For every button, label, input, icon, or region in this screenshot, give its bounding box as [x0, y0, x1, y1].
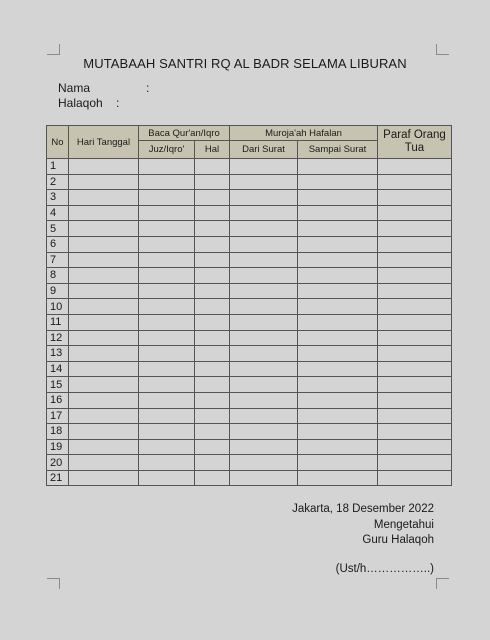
juz-iqro-cell[interactable] — [139, 346, 195, 362]
dari-surat-cell[interactable] — [230, 252, 298, 268]
table-row — [47, 424, 452, 440]
paraf-cell[interactable] — [378, 392, 452, 408]
juz-iqro-cell[interactable] — [139, 455, 195, 471]
hal-cell[interactable] — [195, 346, 230, 362]
table-row — [47, 377, 452, 393]
table-row — [47, 205, 452, 221]
dari-surat-cell[interactable] — [230, 299, 298, 315]
hal-cell[interactable] — [195, 221, 230, 237]
page-corner-mark-top-left — [47, 44, 60, 55]
table-row — [47, 408, 452, 424]
table-row — [47, 221, 452, 237]
table-row — [47, 330, 452, 346]
paraf-cell[interactable] — [378, 424, 452, 440]
juz-iqro-cell[interactable] — [139, 330, 195, 346]
table-row — [47, 299, 452, 315]
juz-iqro-cell[interactable] — [139, 314, 195, 330]
table-row — [47, 268, 452, 284]
paraf-cell[interactable] — [378, 221, 452, 237]
row-number: 18 — [47, 424, 69, 440]
signature-place-date: Jakarta, 18 Desember 2022 — [292, 503, 434, 515]
paraf-cell[interactable] — [378, 439, 452, 455]
row-number: 1 — [47, 159, 69, 175]
page-corner-mark-bottom-left — [47, 578, 60, 589]
document-title: MUTABAAH SANTRI RQ AL BADR SELAMA LIBURAN — [83, 56, 407, 71]
sampai-surat-cell[interactable] — [298, 283, 378, 299]
juz-iqro-cell[interactable] — [139, 377, 195, 393]
row-number: 17 — [47, 408, 69, 424]
page-corner-mark-top-right — [436, 44, 449, 55]
sampai-surat-cell[interactable] — [298, 299, 378, 315]
sampai-surat-cell[interactable] — [298, 205, 378, 221]
dari-surat-cell[interactable] — [230, 455, 298, 471]
header-hari-tanggal: Hari Tanggal — [69, 126, 139, 159]
hari-tanggal-cell[interactable] — [69, 174, 139, 190]
hal-cell[interactable] — [195, 314, 230, 330]
hari-tanggal-cell[interactable] — [69, 190, 139, 206]
dari-surat-cell[interactable] — [230, 268, 298, 284]
row-number: 2 — [47, 174, 69, 190]
header-paraf-orang-tua: Paraf Orang Tua — [378, 126, 452, 159]
paraf-cell[interactable] — [378, 455, 452, 471]
juz-iqro-cell[interactable] — [139, 205, 195, 221]
sampai-surat-cell[interactable] — [298, 174, 378, 190]
hal-cell[interactable] — [195, 361, 230, 377]
signature-role: Guru Halaqoh — [362, 534, 434, 546]
juz-iqro-cell[interactable] — [139, 361, 195, 377]
juz-iqro-cell[interactable] — [139, 408, 195, 424]
sampai-surat-cell[interactable] — [298, 361, 378, 377]
dari-surat-cell[interactable] — [230, 346, 298, 362]
nama-colon: : — [146, 81, 150, 95]
sampai-surat-cell[interactable] — [298, 346, 378, 362]
juz-iqro-cell[interactable] — [139, 174, 195, 190]
hari-tanggal-cell[interactable] — [69, 361, 139, 377]
paraf-cell[interactable] — [378, 252, 452, 268]
paraf-cell[interactable] — [378, 236, 452, 252]
table-row — [47, 174, 452, 190]
table-row — [47, 346, 452, 362]
sampai-surat-cell[interactable] — [298, 190, 378, 206]
halaqoh-field — [58, 96, 120, 110]
sampai-surat-cell[interactable] — [298, 377, 378, 393]
header-sampai-surat: Sampai Surat — [298, 141, 378, 159]
row-number: 13 — [47, 346, 69, 362]
hari-tanggal-cell[interactable] — [69, 455, 139, 471]
hal-cell[interactable] — [195, 174, 230, 190]
hal-cell[interactable] — [195, 252, 230, 268]
halaqoh-colon: : — [116, 96, 120, 110]
hal-cell[interactable] — [195, 159, 230, 175]
paraf-cell[interactable] — [378, 283, 452, 299]
row-number: 3 — [47, 190, 69, 206]
row-number: 19 — [47, 439, 69, 455]
hal-cell[interactable] — [195, 470, 230, 486]
row-number: 8 — [47, 268, 69, 284]
hal-cell[interactable] — [195, 439, 230, 455]
header-baca-quran: Baca Qur'an/Iqro — [139, 126, 230, 141]
row-number: 9 — [47, 283, 69, 299]
dari-surat-cell[interactable] — [230, 424, 298, 440]
dari-surat-cell[interactable] — [230, 439, 298, 455]
paraf-cell[interactable] — [378, 377, 452, 393]
sampai-surat-cell[interactable] — [298, 408, 378, 424]
dari-surat-cell[interactable] — [230, 377, 298, 393]
hal-cell[interactable] — [195, 330, 230, 346]
row-number: 4 — [47, 205, 69, 221]
juz-iqro-cell[interactable] — [139, 190, 195, 206]
juz-iqro-cell[interactable] — [139, 221, 195, 237]
row-number: 16 — [47, 392, 69, 408]
table-row — [47, 361, 452, 377]
row-number: 5 — [47, 221, 69, 237]
nama-field — [58, 81, 150, 95]
paraf-cell[interactable] — [378, 174, 452, 190]
hal-cell[interactable] — [195, 283, 230, 299]
hari-tanggal-cell[interactable] — [69, 392, 139, 408]
hari-tanggal-cell[interactable] — [69, 346, 139, 362]
row-number: 15 — [47, 377, 69, 393]
sampai-surat-cell[interactable] — [298, 314, 378, 330]
paraf-cell[interactable] — [378, 268, 452, 284]
paraf-cell[interactable] — [378, 205, 452, 221]
row-number: 20 — [47, 455, 69, 471]
juz-iqro-cell[interactable] — [139, 392, 195, 408]
paraf-cell[interactable] — [378, 190, 452, 206]
dari-surat-cell[interactable] — [230, 408, 298, 424]
sampai-surat-cell[interactable] — [298, 221, 378, 237]
nama-label: Nama — [58, 81, 91, 95]
sampai-surat-cell[interactable] — [298, 236, 378, 252]
hari-tanggal-cell[interactable] — [69, 314, 139, 330]
hari-tanggal-cell[interactable] — [69, 221, 139, 237]
table-row — [47, 392, 452, 408]
paraf-cell[interactable] — [378, 314, 452, 330]
juz-iqro-cell[interactable] — [139, 268, 195, 284]
table-body — [47, 159, 452, 486]
paraf-cell[interactable] — [378, 470, 452, 486]
header-juz-iqro: Juz/Iqro' — [139, 141, 195, 159]
paraf-cell[interactable] — [378, 330, 452, 346]
table-row — [47, 455, 452, 471]
paraf-cell[interactable] — [378, 346, 452, 362]
hal-cell[interactable] — [195, 408, 230, 424]
paraf-cell[interactable] — [378, 408, 452, 424]
hari-tanggal-cell[interactable] — [69, 470, 139, 486]
dari-surat-cell[interactable] — [230, 330, 298, 346]
sampai-surat-cell[interactable] — [298, 159, 378, 175]
table-row — [47, 236, 452, 252]
hari-tanggal-cell[interactable] — [69, 408, 139, 424]
hal-cell[interactable] — [195, 455, 230, 471]
hal-cell[interactable] — [195, 190, 230, 206]
juz-iqro-cell[interactable] — [139, 439, 195, 455]
page-corner-mark-bottom-right — [436, 578, 449, 589]
header-hal: Hal — [195, 141, 230, 159]
hari-tanggal-cell[interactable] — [69, 330, 139, 346]
dari-surat-cell[interactable] — [230, 221, 298, 237]
hari-tanggal-cell[interactable] — [69, 236, 139, 252]
juz-iqro-cell[interactable] — [139, 299, 195, 315]
sampai-surat-cell[interactable] — [298, 330, 378, 346]
juz-iqro-cell[interactable] — [139, 470, 195, 486]
hal-cell[interactable] — [195, 236, 230, 252]
row-number: 6 — [47, 236, 69, 252]
juz-iqro-cell[interactable] — [139, 159, 195, 175]
paraf-cell[interactable] — [378, 159, 452, 175]
table-row — [47, 252, 452, 268]
dari-surat-cell[interactable] — [230, 159, 298, 175]
halaqoh-label: Halaqoh — [58, 96, 103, 110]
table-row — [47, 159, 452, 175]
hal-cell[interactable] — [195, 268, 230, 284]
hal-cell[interactable] — [195, 392, 230, 408]
row-number: 10 — [47, 299, 69, 315]
paraf-cell[interactable] — [378, 361, 452, 377]
table-row — [47, 314, 452, 330]
hari-tanggal-cell[interactable] — [69, 268, 139, 284]
table-row — [47, 283, 452, 299]
table-row — [47, 190, 452, 206]
row-number: 11 — [47, 314, 69, 330]
juz-iqro-cell[interactable] — [139, 424, 195, 440]
dari-surat-cell[interactable] — [230, 190, 298, 206]
signature-mengetahui: Mengetahui — [373, 519, 434, 531]
hari-tanggal-cell[interactable] — [69, 205, 139, 221]
row-number: 14 — [47, 361, 69, 377]
header-dari-surat: Dari Surat — [230, 141, 298, 159]
table-row — [47, 470, 452, 486]
juz-iqro-cell[interactable] — [139, 252, 195, 268]
sampai-surat-cell[interactable] — [298, 455, 378, 471]
signature-name-line: (Ust/h……………..) — [335, 563, 434, 575]
row-number: 21 — [47, 470, 69, 486]
hari-tanggal-cell[interactable] — [69, 439, 139, 455]
row-number: 12 — [47, 330, 69, 346]
hari-tanggal-cell[interactable] — [69, 159, 139, 175]
juz-iqro-cell[interactable] — [139, 283, 195, 299]
hal-cell[interactable] — [195, 299, 230, 315]
hari-tanggal-cell[interactable] — [69, 252, 139, 268]
sampai-surat-cell[interactable] — [298, 424, 378, 440]
mutabaah-table — [46, 125, 452, 486]
sampai-surat-cell[interactable] — [298, 470, 378, 486]
dari-surat-cell[interactable] — [230, 283, 298, 299]
hari-tanggal-cell[interactable] — [69, 299, 139, 315]
sampai-surat-cell[interactable] — [298, 439, 378, 455]
table-row — [47, 439, 452, 455]
dari-surat-cell[interactable] — [230, 205, 298, 221]
hari-tanggal-cell[interactable] — [69, 283, 139, 299]
paraf-cell[interactable] — [378, 299, 452, 315]
hal-cell[interactable] — [195, 424, 230, 440]
dari-surat-cell[interactable] — [230, 392, 298, 408]
dari-surat-cell[interactable] — [230, 236, 298, 252]
hari-tanggal-cell[interactable] — [69, 424, 139, 440]
juz-iqro-cell[interactable] — [139, 236, 195, 252]
dari-surat-cell[interactable] — [230, 361, 298, 377]
dari-surat-cell[interactable] — [230, 174, 298, 190]
sampai-surat-cell[interactable] — [298, 268, 378, 284]
hal-cell[interactable] — [195, 205, 230, 221]
row-number: 7 — [47, 252, 69, 268]
header-no: No — [47, 126, 69, 159]
header-murojaah: Muroja'ah Hafalan — [230, 126, 378, 141]
sampai-surat-cell[interactable] — [298, 252, 378, 268]
hari-tanggal-cell[interactable] — [69, 377, 139, 393]
sampai-surat-cell[interactable] — [298, 392, 378, 408]
dari-surat-cell[interactable] — [230, 470, 298, 486]
dari-surat-cell[interactable] — [230, 314, 298, 330]
hal-cell[interactable] — [195, 377, 230, 393]
